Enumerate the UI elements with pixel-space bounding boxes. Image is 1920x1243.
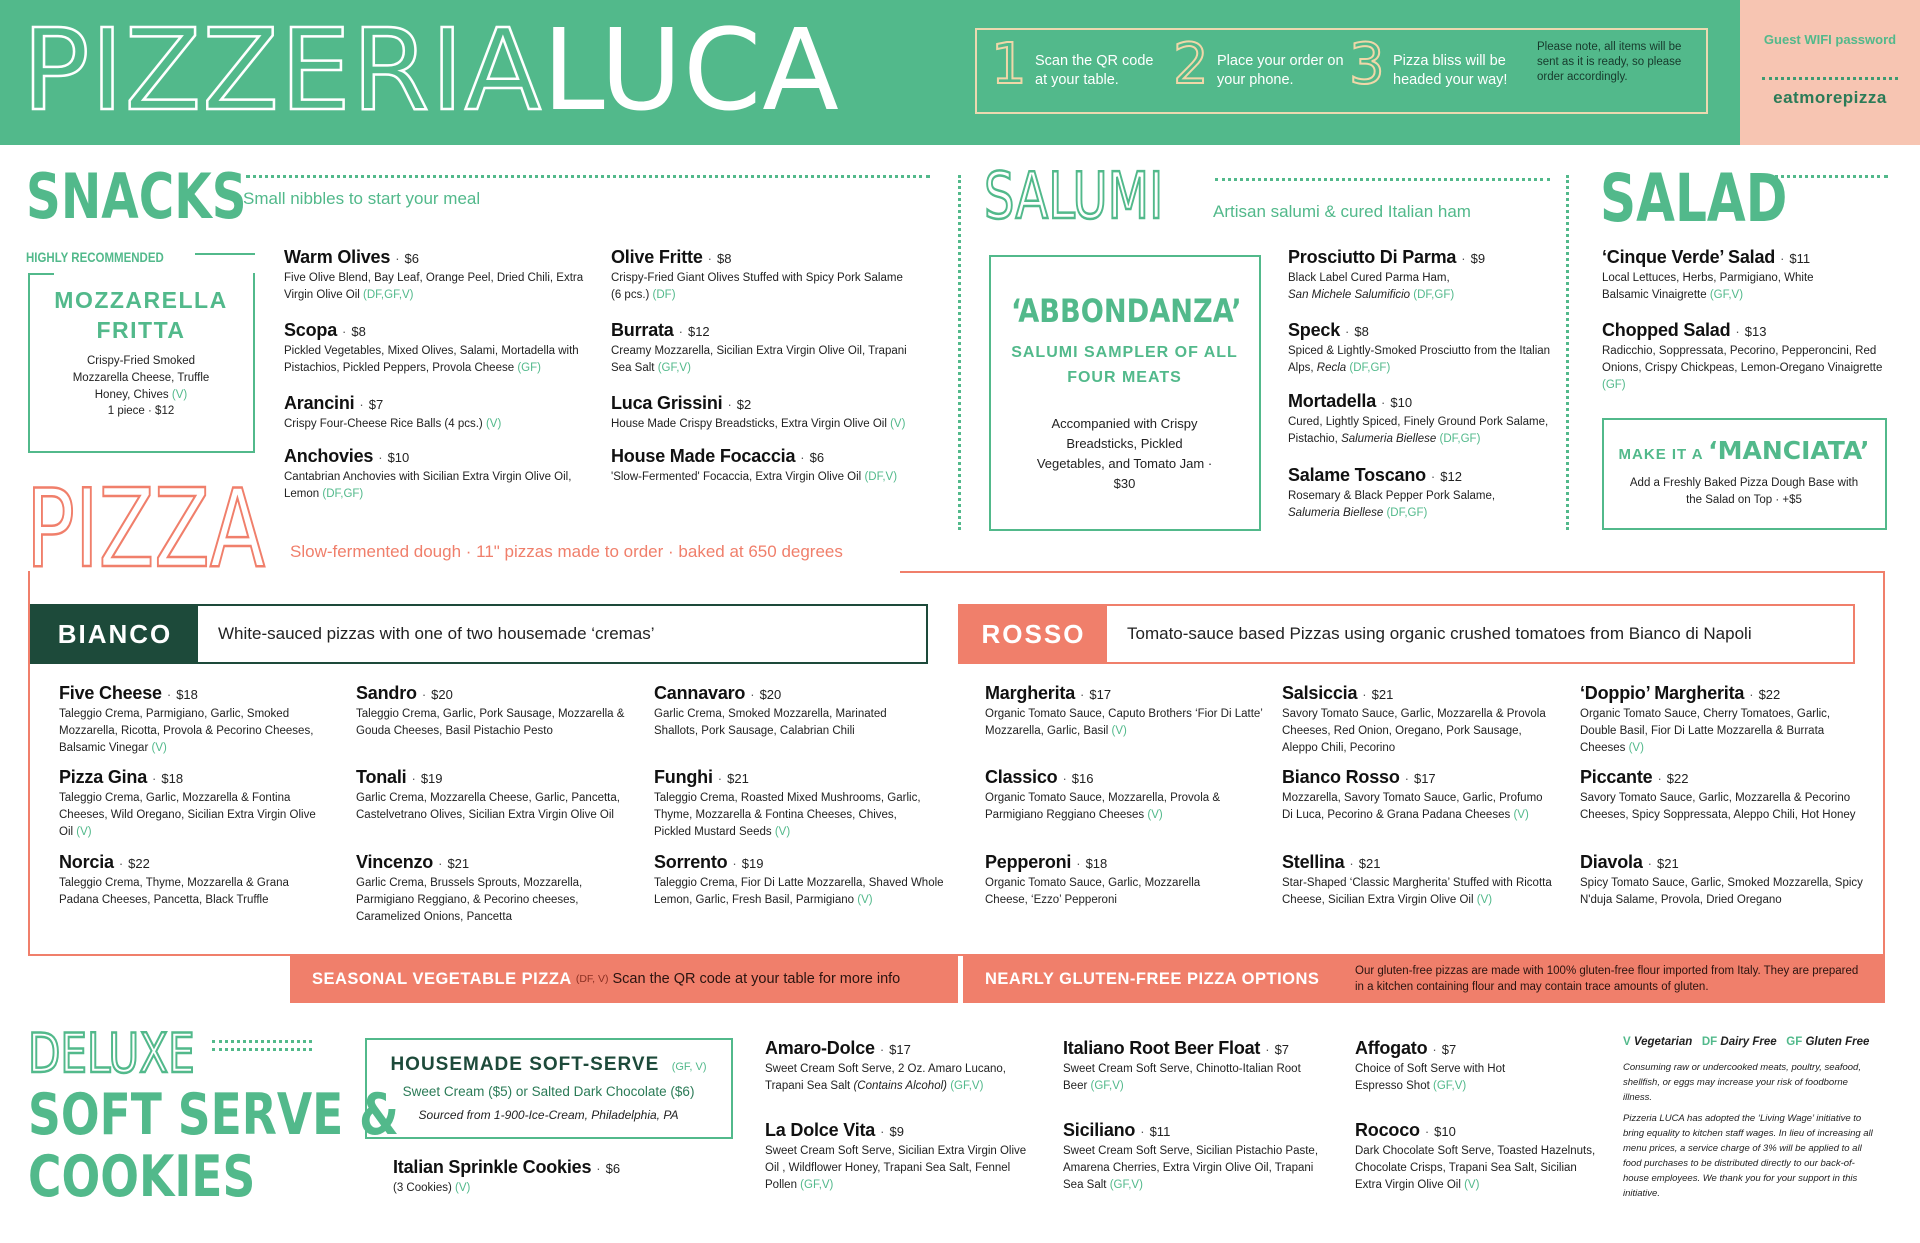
item-name: Luca Grissini <box>611 393 723 413</box>
pizza-subtitle: Slow-fermented dough · 11" pizzas made to order · baked at 650 degrees <box>290 542 843 561</box>
dietary-tag: (V) <box>171 389 188 401</box>
menu-item: Bianco Rosso · $17 Mozzarella, Savory Tomato Sauce, Garlic, Profumo Di Luca, Pecorino & Grana Padana Cheeses (V) <box>1282 767 1552 824</box>
menu-item: Italiano Root Beer Float · $7 Sweet Cream Soft Serve, Chinotto-Italian Root Beer (GF,V) <box>1063 1038 1333 1095</box>
menu-item: Anchovies · $10 Cantabrian Anchovies with Sicilian Extra Virgin Olive Oil, Lemon (DF,GF) <box>284 446 574 503</box>
item-desc: Organic Tomato Sauce, Caputo Brothers ‘Fior Di Latte’ Mozzarella, Garlic, Basil (V) <box>985 708 1263 737</box>
step-number: 1 <box>991 32 1027 97</box>
item-name: La Dolce Vita <box>765 1120 876 1140</box>
menu-item: Vincenzo · $21 Garlic Crema, Brussels Sprouts, Mozzarella, Parmigiano Reggiano, & Pecorino cheeses, Caramelized Onions, Pancetta <box>356 852 626 926</box>
item-name: Affogato <box>1355 1038 1428 1058</box>
manciata-heading <box>1604 436 1884 465</box>
item-price: $11 <box>1789 251 1811 266</box>
bianco-desc: White-sauced pizzas with one of two housemade ‘cremas’ <box>218 624 655 643</box>
item-name: Cannavaro <box>654 683 746 703</box>
card-corner <box>30 273 54 275</box>
featured-desc-text: Crispy-Fried Smoked Mozzarella Cheese, Truffle Honey, Chives <box>72 355 210 401</box>
item-desc: Taleggio Crema, Roasted Mixed Mushrooms, Garlic, Thyme, Mozzarella & Fontina Cheeses, Chives, Pickled Mustard Seeds (V) <box>654 792 921 838</box>
item-name: Five Cheese <box>59 683 162 703</box>
gluten-free-bar <box>963 955 1885 1003</box>
item-desc: Garlic Crema, Brussels Sprouts, Mozzarella, Parmigiano Reggiano, & Pecorino cheeses, Caramelized Onions, Pancetta <box>356 877 583 923</box>
item-price: $19 <box>741 856 764 871</box>
item-desc: Spicy Tomato Sauce, Garlic, Smoked Mozzarella, Spicy N'duja Salame, Provola, Dried Oregano <box>1580 877 1863 906</box>
item-desc: Taleggio Crema, Garlic, Mozzarella & Fontina Cheeses, Wild Oregano, Sicilian Extra Virgin Olive Oil (V) <box>59 792 316 838</box>
manciata-desc: Add a Freshly Baked Pizza Dough Base with the Salad on Top · +$5 <box>1629 477 1859 506</box>
step-text: Pizza bliss will be headed your way! <box>1393 53 1508 88</box>
item-desc: Rosemary & Black Pepper Pork Salame, Salumeria Biellese (DF,GF) <box>1288 490 1496 519</box>
menu-item: Prosciutto Di Parma · $9 Black Label Cured Parma Ham, San Michele Salumificio (DF,GF) <box>1288 247 1568 304</box>
menu-item: Siciliano · $11 Sweet Cream Soft Serve, Sicilian Pistachio Paste, Amarena Cherries, Extra Virgin Olive Oil, Trapani Sea Salt (GF,V) <box>1063 1120 1333 1194</box>
item-price: $21 <box>447 856 470 871</box>
item-desc: Taleggio Crema, Fior Di Latte Mozzarella, Shaved Whole Lemon, Garlic, Fresh Basil, Parmigiano (V) <box>654 877 944 906</box>
gluten-free-label: NEARLY GLUTEN-FREE PIZZA OPTIONS <box>985 969 1320 988</box>
item-price: $22 <box>1758 687 1781 702</box>
manciata-name: ‘MANCIATA’ <box>1708 436 1870 465</box>
featured-name: ‘ABBONDANZA’ <box>1011 292 1242 330</box>
item-desc: Sweet Cream Soft Serve, Chinotto-Italian Root Beer (GF,V) <box>1063 1063 1301 1092</box>
legend-label: Gluten Free <box>1805 1036 1870 1048</box>
item-desc: Organic Tomato Sauce, Cherry Tomatoes, Garlic, Double Basil, Fior Di Latte Mozzarella & Burrata Cheeses (V) <box>1580 708 1831 754</box>
pizza-panel-top <box>900 571 1885 573</box>
dietary-legend <box>1623 1036 1869 1048</box>
item-price: $7 <box>1274 1042 1290 1057</box>
item-name: Margherita <box>985 683 1076 703</box>
item-desc: Cantabrian Anchovies with Sicilian Extra Virgin Olive Oil, Lemon (DF,GF) <box>284 471 572 500</box>
menu-item: Piccante · $22 Savory Tomato Sauce, Garlic, Mozzarella & Pecorino Cheeses, Spicy Soppressata, Aleppo Chili, Hot Honey <box>1580 767 1860 824</box>
bianco-band <box>30 604 928 664</box>
item-desc: Creamy Mozzarella, Sicilian Extra Virgin Olive Oil, Trapani Sea Salt (GF,V) <box>611 345 907 374</box>
menu-item: Five Cheese · $18 Taleggio Crema, Parmigiano, Garlic, Smoked Mozzarella, Ricotta, Provola & Pecorino Cheeses, Balsamic Vinegar (V) <box>59 683 339 757</box>
menu-item: Rococo · $10 Dark Chocolate Soft Serve, Toasted Hazelnuts, Chocolate Crisps, Trapani Sea Salt, Sicilian Extra Virgin Olive Oil (V) <box>1355 1120 1600 1194</box>
menu-item: Amaro-Dolce · $17 Sweet Cream Soft Serve, 2 Oz. Amaro Lucano, Trapani Sea Salt (Contains Alcohol) (GF,V) <box>765 1038 1040 1095</box>
item-name: Piccante <box>1580 767 1653 787</box>
item-name: Norcia <box>59 852 114 872</box>
step-3 <box>1349 32 1529 104</box>
item-price: $8 <box>1354 324 1369 339</box>
deluxe-title-2: SOFT SERVE & <box>28 1082 399 1148</box>
item-price: $12 <box>687 324 710 339</box>
pizza-title: PIZZA <box>26 467 266 592</box>
menu-item: Norcia · $22 Taleggio Crema, Thyme, Mozzarella & Grana Padana Cheeses, Pancetta, Black Truffle <box>59 852 329 909</box>
header-banner <box>0 0 1740 145</box>
menu-item: House Made Focaccia · $6 'Slow-Fermented' Focaccia, Extra Virgin Olive Oil (DF,V) <box>611 446 951 486</box>
menu-item: Salame Toscano · $12 Rosemary & Black Pepper Pork Salame, Salumeria Biellese (DF,GF) <box>1288 465 1558 522</box>
snacks-subtitle: Small nibbles to start your meal <box>243 189 481 208</box>
salad-title: SALAD <box>1600 160 1788 237</box>
item-name: Amaro-Dolce <box>765 1038 875 1058</box>
item-name: Scopa <box>284 320 338 340</box>
item-price: $21 <box>727 771 749 786</box>
step-number: 2 <box>1173 32 1209 97</box>
menu-item: Diavola · $21 Spicy Tomato Sauce, Garlic, Smoked Mozzarella, Spicy N'duja Salame, Provola, Dried Oregano <box>1580 852 1870 909</box>
rosso-desc: Tomato-sauce based Pizzas using organic crushed tomatoes from Bianco di Napoli <box>1127 624 1752 643</box>
step-text: Place your order on your phone. <box>1217 53 1344 88</box>
manciata-pre: MAKE IT A <box>1618 446 1704 463</box>
menu-item: Chopped Salad · $13 Radicchio, Soppressata, Pecorino, Pepperoncini, Red Onions, Crispy Chickpeas, Lemon-Oregano Vinaigrette (GF) <box>1602 320 1892 394</box>
softserve-name: HOUSEMADE SOFT-SERVE <box>390 1054 660 1075</box>
ordering-steps <box>975 28 1708 114</box>
legend-code: V <box>1623 1036 1631 1048</box>
step-text: Scan the QR code at your table. <box>1035 53 1154 88</box>
item-name: Funghi <box>654 767 713 787</box>
highly-recommended-label: HIGHLY RECOMMENDED <box>26 249 164 265</box>
item-name: Speck <box>1288 320 1341 340</box>
item-name: Sandro <box>356 683 417 703</box>
item-desc: 'Slow-Fermented' Focaccia, Extra Virgin Olive Oil (DF,V) <box>611 471 898 483</box>
wifi-label: Guest WIFI password <box>1763 32 1897 47</box>
item-name: Vincenzo <box>356 852 434 872</box>
menu-item: Sorrento · $19 Taleggio Crema, Fior Di Latte Mozzarella, Shaved Whole Lemon, Garlic, Fresh Basil, Parmigiano (V) <box>654 852 944 909</box>
item-desc: Savory Tomato Sauce, Garlic, Mozzarella & Provola Cheeses, Red Onion, Oregano, Pork Sausage, Aleppo Chili, Pecorino <box>1282 708 1546 754</box>
menu-item: Speck · $8 Spiced & Lightly-Smoked Prosciutto from the Italian Alps, Recla (DF,GF) <box>1288 320 1568 377</box>
deluxe-divider-1 <box>212 1040 312 1043</box>
item-price: $16 <box>1071 771 1094 786</box>
menu-item: Salsiccia · $21 Savory Tomato Sauce, Garlic, Mozzarella & Provola Cheeses, Red Onion, Oregano, Pork Sausage, Aleppo Chili, Pecorino <box>1282 683 1552 757</box>
item-name: Pizza Gina <box>59 767 148 787</box>
item-price: $20 <box>431 687 453 702</box>
item-name: Prosciutto Di Parma <box>1288 247 1457 267</box>
softserve-heading <box>367 1054 730 1076</box>
item-desc: Radicchio, Soppressata, Pecorino, Pepperoncini, Red Onions, Crispy Chickpeas, Lemon-Oregano Vinaigrette (GF) <box>1602 345 1883 391</box>
item-price: $10 <box>387 450 410 465</box>
step-1 <box>991 32 1161 104</box>
logo <box>22 6 840 136</box>
menu-item: Classico · $16 Organic Tomato Sauce, Mozzarella, Provola & Parmigiano Reggiano Cheeses (V) <box>985 767 1265 824</box>
item-name: Bianco Rosso <box>1282 767 1400 787</box>
softserve-options: Sweet Cream ($5) or Salted Dark Chocolate ($6) <box>402 1084 695 1099</box>
item-price: $22 <box>128 856 150 871</box>
menu-item: Luca Grissini · $2 House Made Crispy Breadsticks, Extra Virgin Olive Oil (V) <box>611 393 951 433</box>
item-price: $9 <box>1470 251 1486 266</box>
item-name: Chopped Salad <box>1602 320 1731 340</box>
menu-item: Mortadella · $10 Cured, Lightly Spiced, Finely Ground Pork Salame, Pistachio, Salumeria Biellese (DF,GF) <box>1288 391 1566 448</box>
step-number: 3 <box>1349 32 1385 97</box>
item-desc: Sweet Cream Soft Serve, 2 Oz. Amaro Lucano, Trapani Sea Salt (Contains Alcohol) (GF,V) <box>765 1063 1006 1092</box>
deluxe-title-3: COOKIES <box>28 1144 256 1210</box>
item-price: $20 <box>759 687 782 702</box>
featured-desc <box>60 353 222 404</box>
item-name: Italiano Root Beer Float <box>1063 1038 1261 1058</box>
item-name: Classico <box>985 767 1058 787</box>
item-price: $13 <box>1744 324 1767 339</box>
menu-item: Pepperoni · $18 Organic Tomato Sauce, Garlic, Mozzarella Cheese, ‘Ezzo’ Pepperoni <box>985 852 1225 909</box>
menu-item: Warm Olives · $6 Five Olive Blend, Bay Leaf, Orange Peel, Dried Chili, Extra Virgin Olive Oil (DF,GF,V) <box>284 247 584 304</box>
menu-item: Stellina · $21 Star-Shaped ‘Classic Margherita’ Stuffed with Ricotta Cheese, Sicilian Extra Virgin Olive Oil (V) <box>1282 852 1572 909</box>
item-price: $6 <box>605 1161 621 1176</box>
logo-pizzeria: PIZZERIA <box>22 6 543 136</box>
item-name: Italian Sprinkle Cookies <box>393 1157 592 1177</box>
item-desc: Crispy Four-Cheese Rice Balls (4 pcs.) (V) <box>284 418 502 430</box>
item-name: Olive Fritte <box>611 247 703 267</box>
item-desc: Garlic Crema, Smoked Mozzarella, Marinated Shallots, Pork Sausage, Calabrian Chili <box>654 708 887 737</box>
item-desc: Spiced & Lightly-Smoked Prosciutto from the Italian Alps, Recla (DF,GF) <box>1288 345 1551 374</box>
item-name: House Made Focaccia <box>611 446 796 466</box>
legend-code: DF <box>1701 1036 1718 1048</box>
item-name: Tonali <box>356 767 407 787</box>
item-desc: Dark Chocolate Soft Serve, Toasted Hazelnuts, Chocolate Crisps, Trapani Sea Salt, Sicilian Extra Virgin Olive Oil (V) <box>1355 1145 1596 1191</box>
item-name: Arancini <box>284 393 355 413</box>
item-desc: Savory Tomato Sauce, Garlic, Mozzarella & Pecorino Cheeses, Spicy Soppressata, Aleppo Chili, Hot Honey <box>1580 792 1856 821</box>
item-price: $18 <box>161 771 184 786</box>
living-wage-note: Pizzeria LUCA has adopted the ‘Living Wage’ initiative to bring equality to kitchen staff wages. In lieu of increasing all menu prices, a service charge of 3% will be applied to all food purchases to be distributed directly to our back-of-house employees. We thank you for your support in this initiative. <box>1623 1113 1873 1199</box>
item-price: $11 <box>1149 1124 1171 1139</box>
item-desc: House Made Crispy Breadsticks, Extra Virgin Olive Oil (V) <box>611 418 906 430</box>
menu-item: Pizza Gina · $18 Taleggio Crema, Garlic, Mozzarella & Fontina Cheeses, Wild Oregano, Sicilian Extra Virgin Olive Oil (V) <box>59 767 329 841</box>
item-desc: Garlic Crema, Mozzarella Cheese, Garlic, Pancetta, Castelvetrano Olives, Sicilian Extra Virgin Olive Oil <box>356 792 620 821</box>
menu-item: Italian Sprinkle Cookies · $6 (3 Cookies) (V) <box>393 1157 693 1197</box>
raw-food-disclaimer: Consuming raw or undercooked meats, poultry, seafood, shellfish, or eggs may increase your risk of foodborne illness. <box>1623 1062 1861 1103</box>
item-desc: Taleggio Crema, Parmigiano, Garlic, Smoked Mozzarella, Ricotta, Provola & Pecorino Cheeses, Balsamic Vinegar (V) <box>59 708 314 754</box>
item-desc: Star-Shaped ‘Classic Margherita’ Stuffed with Ricotta Cheese, Sicilian Extra Virgin Olive Oil (V) <box>1282 877 1552 906</box>
item-name: Siciliano <box>1063 1120 1136 1140</box>
item-price: $6 <box>404 251 419 266</box>
menu-item: Sandro · $20 Taleggio Crema, Garlic, Pork Sausage, Mozzarella & Gouda Cheeses, Basil Pistachio Pesto <box>356 683 636 740</box>
wifi-panel <box>1740 0 1920 145</box>
salumi-subtitle: Artisan salumi & cured Italian ham <box>1213 202 1471 221</box>
logo-luca: LUCA <box>542 6 840 136</box>
featured-portion: 1 piece · $12 <box>107 405 175 417</box>
item-desc: Organic Tomato Sauce, Garlic, Mozzarella Cheese, ‘Ezzo’ Pepperoni <box>985 877 1201 906</box>
menu-item: Funghi · $21 Taleggio Crema, Roasted Mixed Mushrooms, Garlic, Thyme, Mozzarella & Fontina Cheeses, Chives, Pickled Mustard Seeds (V) <box>654 767 934 841</box>
item-name: Salsiccia <box>1282 683 1358 703</box>
item-price: $10 <box>1390 395 1413 410</box>
item-price: $18 <box>1085 856 1108 871</box>
item-desc: Organic Tomato Sauce, Mozzarella, Provola & Parmigiano Reggiano Cheeses (V) <box>985 792 1221 821</box>
legend-label: Vegetarian <box>1633 1036 1693 1048</box>
item-desc: Sweet Cream Soft Serve, Sicilian Pistachio Paste, Amarena Cherries, Extra Virgin Olive Oil, Trapani Sea Salt (GF,V) <box>1063 1145 1319 1191</box>
menu-item: Tonali · $19 Garlic Crema, Mozzarella Cheese, Garlic, Pancetta, Castelvetrano Olives, Sicilian Extra Virgin Olive Oil <box>356 767 626 824</box>
softserve-card <box>365 1038 733 1139</box>
order-note: Please note, all items will be sent as it is ready, so please order accordingly. <box>1537 41 1682 83</box>
item-price: $17 <box>1413 771 1436 786</box>
rosso-band <box>958 604 1855 664</box>
item-name: Mortadella <box>1288 391 1377 411</box>
item-desc: (3 Cookies) (V) <box>393 1182 471 1194</box>
menu-item: La Dolce Vita · $9 Sweet Cream Soft Serve, Sicilian Extra Virgin Olive Oil , Wildflower Honey, Trapani Sea Salt, Fennel Pollen (GF,V) <box>765 1120 1040 1194</box>
column-divider <box>958 175 961 530</box>
item-desc: Sweet Cream Soft Serve, Sicilian Extra Virgin Olive Oil , Wildflower Honey, Trapani Sea Salt, Fennel Pollen (GF,V) <box>765 1145 1027 1191</box>
item-price: $9 <box>889 1124 904 1139</box>
menu-item: ‘Cinque Verde’ Salad · $11 Local Lettuces, Herbs, Parmigiano, White Balsamic Vinaigrette (GF,V) <box>1602 247 1897 304</box>
item-name: Burrata <box>611 320 674 340</box>
bianco-label: BIANCO <box>32 606 198 662</box>
menu-item: Margherita · $17 Organic Tomato Sauce, Caputo Brothers ‘Fior Di Latte’ Mozzarella, Garlic, Basil (V) <box>985 683 1265 740</box>
manciata-card <box>1602 418 1887 530</box>
item-price: $21 <box>1371 687 1394 702</box>
softserve-source: Sourced from 1-900-Ice-Cream, Philadelphia, PA <box>418 1108 679 1122</box>
item-name: ‘Cinque Verde’ Salad <box>1602 247 1776 267</box>
item-desc: Five Olive Blend, Bay Leaf, Orange Peel, Dried Chili, Extra Virgin Olive Oil (DF,GF,V) <box>284 272 584 301</box>
salumi-title: SALUMI <box>984 160 1164 234</box>
item-name: Anchovies <box>284 446 374 466</box>
item-name: ‘Doppio’ Margherita <box>1580 683 1745 703</box>
item-desc: Local Lettuces, Herbs, Parmigiano, White Balsamic Vinaigrette (GF,V) <box>1602 272 1814 301</box>
menu-item: Burrata · $12 Creamy Mozzarella, Sicilian Extra Virgin Olive Oil, Trapani Sea Salt (GF,V) <box>611 320 911 377</box>
column-divider <box>1566 175 1569 530</box>
seasonal-text: Scan the QR code at your table for more info <box>612 971 901 987</box>
item-name: Warm Olives <box>284 247 391 267</box>
seasonal-pizza-bar <box>290 955 958 1003</box>
gluten-free-text: Our gluten-free pizzas are made with 100% gluten-free flour imported from Italy. They are prepared in a kitchen containing flour and may contain trace amounts of gluten. <box>1355 965 1859 993</box>
menu-item: Cannavaro · $20 Garlic Crema, Smoked Mozzarella, Marinated Shallots, Pork Sausage, Calabrian Chili <box>654 683 924 740</box>
item-price: $12 <box>1440 469 1462 484</box>
abbondanza-card <box>989 255 1261 531</box>
menu-item: Arancini · $7 Crispy Four-Cheese Rice Balls (4 pcs.) (V) <box>284 393 584 433</box>
salumi-divider <box>1215 178 1550 181</box>
item-price: $10 <box>1434 1124 1456 1139</box>
item-desc: Mozzarella, Savory Tomato Sauce, Garlic, Profumo Di Luca, Pecorino & Grana Padana Cheeses (V) <box>1282 792 1543 821</box>
menu-item: Affogato · $7 Choice of Soft Serve with Hot Espresso Shot (GF,V) <box>1355 1038 1595 1095</box>
item-name: Stellina <box>1282 852 1345 872</box>
salad-divider <box>1768 175 1888 178</box>
item-price: $18 <box>176 687 198 702</box>
item-desc: Taleggio Crema, Thyme, Mozzarella & Grana Padana Cheeses, Pancetta, Black Truffle <box>59 877 289 906</box>
deluxe-divider-2 <box>212 1048 312 1051</box>
dietary-tag: (DF, V) <box>575 973 609 985</box>
snacks-divider <box>246 175 930 178</box>
item-desc: Crispy-Fried Giant Olives Stuffed with Spicy Pork Salame (6 pcs.) (DF) <box>611 272 903 301</box>
item-price: $7 <box>1441 1042 1457 1057</box>
featured-desc: Accompanied with Crispy Breadsticks, Pickled Vegetables, and Tomato Jam · $30 <box>1036 416 1213 491</box>
mozzarella-fritta-card <box>28 273 255 453</box>
item-price: $21 <box>1358 856 1381 871</box>
wifi-divider <box>1762 77 1898 80</box>
wifi-password: eatmorepizza <box>1773 88 1887 107</box>
item-price: $21 <box>1656 856 1679 871</box>
highlight-line <box>195 253 255 255</box>
item-desc: Taleggio Crema, Garlic, Pork Sausage, Mozzarella & Gouda Cheeses, Basil Pistachio Pesto <box>356 708 625 737</box>
step-2 <box>1173 32 1353 104</box>
item-desc: Cured, Lightly Spiced, Finely Ground Pork Salame, Pistachio, Salumeria Biellese (DF,GF) <box>1288 416 1549 445</box>
item-price: $6 <box>809 450 825 465</box>
item-name: Salame Toscano <box>1288 465 1426 485</box>
item-price: $8 <box>351 324 366 339</box>
dietary-tag: (GF, V) <box>671 1061 707 1073</box>
item-price: $2 <box>736 397 752 412</box>
legend-code: GF <box>1786 1036 1803 1048</box>
deluxe-title: DELUXE <box>28 1022 195 1085</box>
menu-item: ‘Doppio’ Margherita · $22 Organic Tomato Sauce, Cherry Tomatoes, Garlic, Double Basil, Fior Di Latte Mozzarella & Burrata Cheeses (V) <box>1580 683 1865 757</box>
item-price: $22 <box>1666 771 1689 786</box>
featured-name: MOZZARELLA FRITTA <box>54 287 228 343</box>
menu-item: Scopa · $8 Pickled Vegetables, Mixed Olives, Salami, Mortadella with Pistachios, Pickled Peppers, Provola Cheese (GF) <box>284 320 594 377</box>
item-name: Pepperoni <box>985 852 1072 872</box>
item-price: $17 <box>1089 687 1112 702</box>
item-price: $19 <box>420 771 443 786</box>
item-price: $17 <box>889 1042 911 1057</box>
item-price: $8 <box>716 251 732 266</box>
snacks-title: SNACKS <box>26 160 247 233</box>
item-desc: Choice of Soft Serve with Hot Espresso Shot (GF,V) <box>1355 1063 1506 1092</box>
item-desc: Pickled Vegetables, Mixed Olives, Salami, Mortadella with Pistachios, Pickled Peppers, Provola Cheese (GF) <box>284 345 579 374</box>
item-name: Diavola <box>1580 852 1643 872</box>
item-desc: Black Label Cured Parma Ham, San Michele Salumificio (DF,GF) <box>1288 272 1455 301</box>
legend-label: Dairy Free <box>1720 1036 1777 1048</box>
rosso-label: ROSSO <box>960 606 1107 662</box>
item-price: $7 <box>368 397 384 412</box>
item-name: Rococo <box>1355 1120 1420 1140</box>
featured-sub: SALUMI SAMPLER OF ALL FOUR MEATS <box>1011 344 1238 386</box>
item-name: Sorrento <box>654 852 728 872</box>
menu-item: Olive Fritte · $8 Crispy-Fried Giant Olives Stuffed with Spicy Pork Salame (6 pcs.) (DF) <box>611 247 911 304</box>
seasonal-label: SEASONAL VEGETABLE PIZZA <box>312 969 572 988</box>
